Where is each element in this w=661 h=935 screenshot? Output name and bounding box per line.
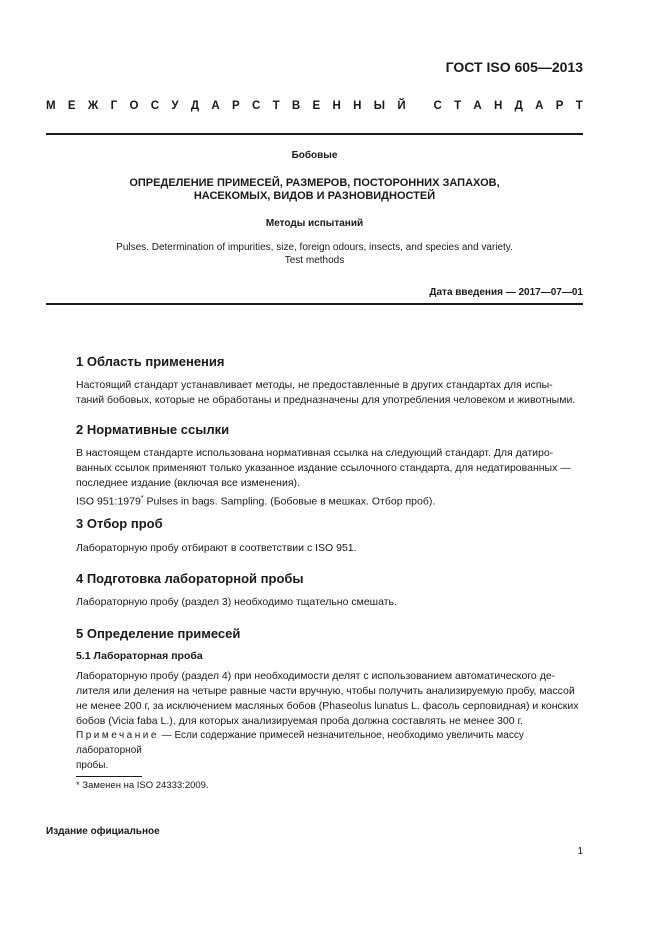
banner-letter: Е — [312, 100, 321, 112]
section-3-text — [76, 541, 583, 556]
s3-line1: Лабораторную пробу отбирают в соответствии с ISO 951. — [76, 542, 357, 554]
banner-letter: Ж — [87, 100, 99, 112]
standard-code: ГОСТ ISO 605—2013 — [445, 59, 583, 75]
s2-line1: В настоящем стандарте использована нормативная ссылка на следующий стандарт. Для датиро- — [76, 447, 554, 459]
banner-letter: С — [433, 100, 442, 112]
banner-letter: А — [473, 100, 482, 112]
banner-letter: Р — [231, 100, 240, 112]
banner-letter: С — [251, 100, 261, 112]
s4-line1: Лабораторную пробу (раздел 3) необходимо тщательно смешать. — [76, 596, 397, 608]
category-title: Бобовые — [291, 150, 338, 161]
banner-letter: Н — [332, 100, 341, 112]
note-label: Примечание — [76, 730, 159, 741]
header-divider — [46, 133, 583, 135]
note-text: — Если содержание примесей незначительное, необходимо увеличить массу лабораторной — [76, 730, 524, 756]
note — [76, 728, 583, 773]
section-4-title: 4 Подготовка лабораторной пробы — [76, 571, 304, 586]
s1-line1: Настоящий стандарт устанавливает методы, не предоставленные в других стандартах для испы- — [76, 379, 553, 391]
section-3-title: 3 Отбор проб — [76, 516, 163, 531]
banner-letter: Е — [67, 100, 76, 112]
banner-letter — [418, 100, 421, 112]
main-title-line1: ОПРЕДЕЛЕНИЕ ПРИМЕСЕЙ, РАЗМЕРОВ, ПОСТОРОННИХ ЗАПАХОВ, — [129, 177, 500, 189]
section-1-title: 1 Область применения — [76, 354, 225, 369]
footnote: * Заменен на ISO 24333:2009. — [76, 780, 209, 791]
banner-letter: Д — [514, 100, 523, 112]
note-line1 — [76, 728, 583, 758]
footnote-divider — [76, 776, 142, 777]
banner-letter: Т — [272, 100, 280, 112]
banner-letter: С — [150, 100, 160, 112]
banner-letter: А — [211, 100, 220, 112]
english-title-line1: Pulses. Determination of impurities, size, foreign odours, insects, and species and variety. — [116, 242, 513, 253]
s1-line2: таний бобовых, которые не обработаны и предназначены для употребления человеком и животными. — [76, 394, 576, 406]
effective-date: Дата введения — 2017—07—01 — [429, 287, 583, 298]
banner-letter: Н — [494, 100, 503, 112]
footnote-marker: * — [140, 495, 144, 502]
iso-reference-title: Pulses in bags. Sampling. (Бобовые в мешках. Отбор проб). — [143, 495, 436, 508]
banner-letter: Г — [110, 100, 118, 112]
banner-letter: Т — [454, 100, 462, 112]
banner-letter: У — [171, 100, 179, 112]
methods-subtitle: Методы испытаний — [265, 218, 364, 229]
section-1-text — [76, 378, 583, 408]
interstate-standard-banner — [46, 100, 583, 112]
s51-line4: бобов (Vicia faba L.), для которых анализируемая проба должна составлять не менее 300 г. — [76, 715, 523, 727]
iso-reference: ISO 951:1979 — [76, 495, 141, 508]
section-5-title: 5 Определение примесей — [76, 626, 241, 641]
s2-line3: последнее издание (включая все изменения). — [76, 477, 300, 489]
banner-letter: Р — [555, 100, 564, 112]
banner-letter: А — [535, 100, 544, 112]
s51-line1: Лабораторную пробу (раздел 4) при необходимости делят с использованием автоматического де- — [76, 670, 556, 682]
banner-letter: М — [46, 100, 56, 112]
section-2-text — [76, 446, 583, 510]
date-divider — [46, 303, 583, 305]
banner-letter: Н — [353, 100, 362, 112]
s2-line2: ванных ссылок применяют только указанное издание ссылочного стандарта, для недатированных — — [76, 462, 571, 474]
edition-label: Издание официальное — [46, 826, 160, 837]
banner-letter: Т — [575, 100, 583, 112]
banner-letter: Ы — [373, 100, 386, 112]
section-2-title: 2 Нормативные ссылки — [76, 422, 230, 437]
note-line2: пробы. — [76, 760, 109, 771]
s51-line3: не менее 200 г, за исключением масляных бобов (Phaseolus lunatus L. фасоль серповидная) и конских — [76, 700, 579, 712]
english-title-line2: Test methods — [284, 255, 345, 266]
banner-letter: Д — [190, 100, 200, 112]
subsection-5-1-text — [76, 669, 583, 729]
s2-line4 — [76, 491, 583, 510]
banner-letter: Й — [397, 100, 406, 112]
s51-line2: лителя или деления на четыре равные части вручную, чтобы получить анализируемую пробу, массой — [76, 685, 575, 697]
banner-letter: В — [291, 100, 301, 112]
subsection-5-1-title: 5.1 Лабораторная проба — [76, 650, 203, 662]
banner-letter: О — [129, 100, 139, 112]
page-number: 1 — [577, 846, 583, 857]
main-title-line2: НАСЕКОМЫХ, ВИДОВ И РАЗНОВИДНОСТЕЙ — [193, 190, 436, 202]
section-4-text — [76, 595, 583, 610]
